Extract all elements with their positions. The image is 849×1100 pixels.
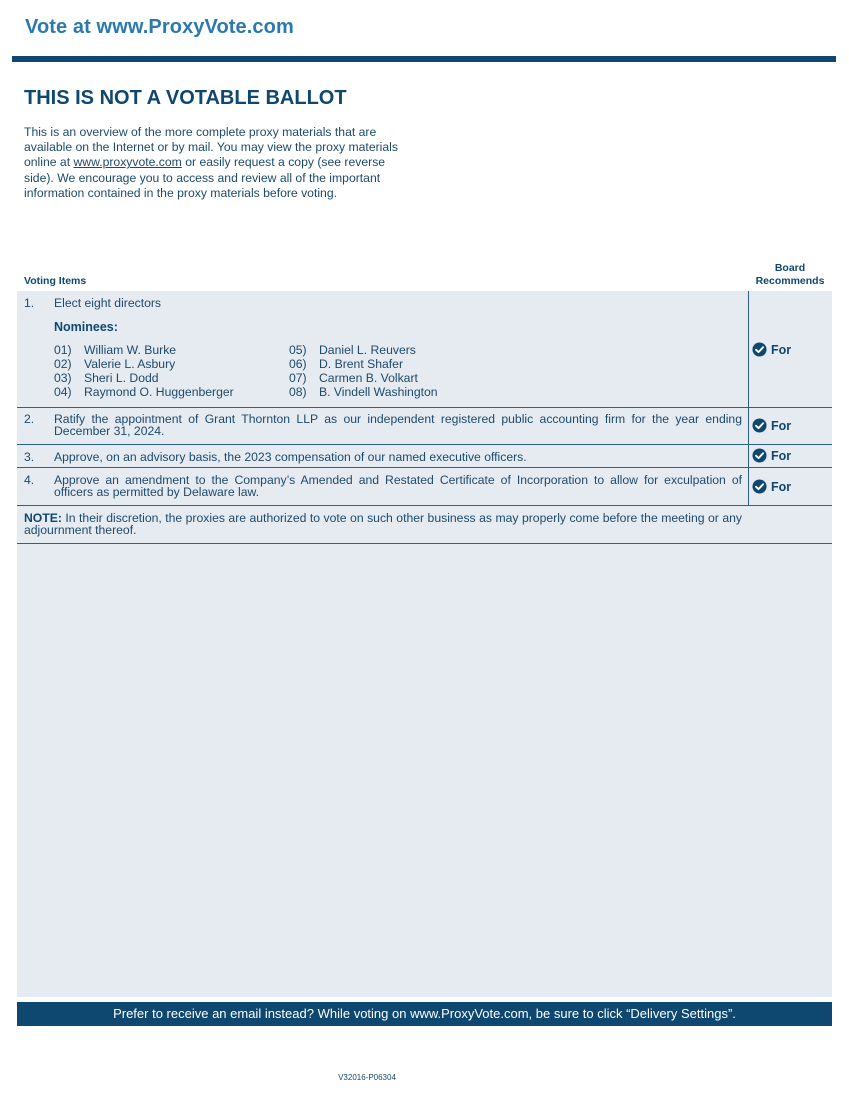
item-number: 2. bbox=[24, 412, 35, 426]
nominee-number: 04) bbox=[54, 385, 72, 399]
nominee-name: Sheri L. Dodd bbox=[84, 371, 159, 385]
nominee-item bbox=[289, 372, 418, 384]
nominee-item bbox=[54, 344, 176, 356]
intro-paragraph bbox=[24, 125, 414, 201]
nominee-item bbox=[289, 344, 416, 356]
board-recommends-line1: Board bbox=[774, 262, 806, 274]
nominee-item bbox=[289, 358, 403, 370]
recommendation-for bbox=[752, 448, 791, 463]
nominee-number: 02) bbox=[54, 357, 72, 371]
item-number: 4. bbox=[24, 473, 35, 487]
nominee-item bbox=[289, 386, 438, 398]
recommendation-label: For bbox=[771, 342, 792, 357]
nominee-name: William W. Burke bbox=[84, 343, 177, 357]
delivery-settings-banner: Prefer to receive an email instead? While voting on www.ProxyVote.com, be sure to click “Delivery Settings”. bbox=[17, 1002, 832, 1026]
proxyvote-link[interactable]: www.proxyvote.com bbox=[73, 155, 182, 170]
job-code: V32016-P06304 bbox=[338, 1073, 396, 1082]
nominee-name: D. Brent Shafer bbox=[319, 357, 403, 371]
row-divider bbox=[17, 444, 832, 445]
header-title: Vote at www.ProxyVote.com bbox=[25, 16, 294, 38]
nominee-number: 03) bbox=[54, 371, 72, 385]
nominee-name: Valerie L. Asbury bbox=[84, 357, 176, 371]
nominee-name: B. Vindell Washington bbox=[319, 385, 438, 399]
nominee-item bbox=[54, 386, 234, 398]
recommendation-for bbox=[752, 479, 791, 494]
recommendation-for bbox=[752, 418, 791, 433]
row-divider bbox=[17, 505, 832, 506]
nominee-name: Daniel L. Reuvers bbox=[319, 343, 416, 357]
nominee-item bbox=[54, 372, 159, 384]
item-text: Elect eight directors bbox=[54, 296, 162, 310]
check-circle-icon bbox=[752, 342, 767, 357]
note bbox=[24, 512, 742, 536]
nominee-number: 08) bbox=[289, 385, 307, 399]
nominees-label: Nominees: bbox=[54, 320, 118, 334]
nominee-number: 05) bbox=[289, 343, 307, 357]
item-number: 1. bbox=[24, 296, 35, 310]
header-rule bbox=[12, 56, 836, 62]
intro-text-2: or easily request a copy (see reverse side). We encourage you to access and review all of the important information contained in the proxy materials before voting. bbox=[24, 155, 386, 200]
row-divider bbox=[17, 543, 832, 544]
nominee-number: 01) bbox=[54, 343, 72, 357]
item-number: 3. bbox=[24, 450, 35, 464]
note-text: In their discretion, the proxies are authorized to vote on such other business as may properly come before the meeting or any adjournment thereof. bbox=[24, 511, 742, 537]
board-recommends-line2: Recommends bbox=[755, 275, 825, 287]
nominee-item bbox=[54, 358, 175, 370]
recommendation-label: For bbox=[771, 448, 792, 463]
note-label: NOTE: bbox=[24, 511, 62, 525]
recommendation-label: For bbox=[771, 479, 792, 494]
row-divider bbox=[17, 407, 832, 408]
recommendation-label: For bbox=[771, 418, 792, 433]
nominee-number: 07) bbox=[289, 371, 307, 385]
recommendation-for bbox=[752, 342, 791, 357]
ballot-heading: THIS IS NOT A VOTABLE BALLOT bbox=[24, 87, 347, 109]
check-circle-icon bbox=[752, 418, 767, 433]
row-divider bbox=[17, 467, 832, 468]
board-recommends-header bbox=[748, 262, 832, 288]
nominee-number: 06) bbox=[289, 357, 307, 371]
nominee-name: Carmen B. Volkart bbox=[319, 371, 418, 385]
intro-text-1: This is an overview of the more complete proxy materials that are available on the Internet or by mail. You may view the proxy materials online at bbox=[24, 125, 398, 170]
check-circle-icon bbox=[752, 479, 767, 494]
check-circle-icon bbox=[752, 448, 767, 463]
item-text: Approve an amendment to the Company’s Amended and Restated Certificate of Incorporation to allow for exculpation of officers as permitted by Delaware law. bbox=[54, 473, 742, 499]
nominee-name: Raymond O. Huggenberger bbox=[84, 385, 234, 399]
recommend-column-divider bbox=[748, 291, 749, 506]
item-text: Approve, on an advisory basis, the 2023 compensation of our named executive officers. bbox=[54, 450, 527, 464]
item-text: Ratify the appointment of Grant Thornton LLP as our independent registered public accounting firm for the year ending December 31, 2024. bbox=[54, 412, 742, 438]
voting-items-header: Voting Items bbox=[24, 275, 87, 287]
